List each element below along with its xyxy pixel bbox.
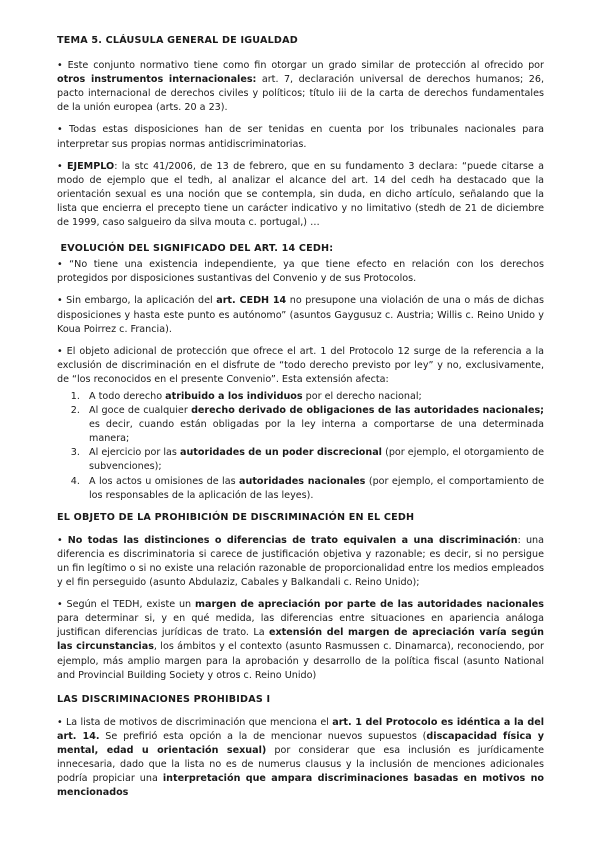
paragraph-lista-motivos (57, 716, 544, 801)
section-title-objeto: EL OBJETO DE LA PROHIBICIÓN DE DISCRIMINACIÓN EN EL CEDH (57, 511, 415, 523)
list-item (83, 390, 544, 404)
text-run: : una diferencia es discriminatoria si carece de justificación objetiva y razonable; es decir, si no persigue un fin legítimo o si no existe una relación razonable de proporcionalidad entre los medios empleados y el fin perseguido (asunto Abdulaziz, Cabales y Balkandali c. Reino Unido); (57, 534, 544, 589)
text-run: (por ejemplo, el otorgamiento de subvenciones); (89, 447, 544, 473)
bold-run: extensión del margen de apreciación varía según las circunstancias (57, 627, 544, 653)
text-run: • Sin embargo, la aplicación del (57, 295, 217, 307)
text-run: por el derecho nacional; (302, 390, 422, 402)
text-run: para determinar si, y en qué medida, las diferencias entre situaciones en apariencia análoga justifican diferencias jurídicas de trato. La (57, 613, 544, 639)
text-run: : la stc 41/2006, de 13 de febrero, que en su fundamento 3 declara: “puede citarse a modo de ejemplo que el tedh, al analizar el alcance del art. 14 del cedh ha destacado que la orientación sexual es una noción que se contempla, sin duda, en dicho artículo, señalando que la lista que encierra el precepto tiene un carácter indicativo y no limitativo (stedh de 21 de diciembre de 1999, caso salgueiro da silva mouta c. portugal,) … (57, 160, 544, 229)
text-run: • (57, 534, 68, 546)
bold-run: autoridades nacionales (239, 475, 366, 487)
bold-run: atribuido a los individuos (165, 390, 303, 402)
list-item (83, 404, 544, 446)
text-run: , los ámbitos y el contexto (asunto Rasmussen c. Dinamarca), reconociendo, por ejemplo, más amplio margen para la aprobación y desarrollo de la política fiscal (asunto National and Provincial Building Society y otros c. Reino Unido) (57, 641, 544, 681)
text-run: por considerar que esa inclusión es jurídicamente innecesaria, dado que la lista no es de numerus clausus y la inclusión de menciones adicionales podría propiciar una (57, 745, 544, 785)
text-run: • Este conjunto normativo tiene como fin otorgar un grado similar de protección al ofrecido por (57, 60, 544, 72)
paragraph-ejemplo (57, 160, 544, 230)
text-run: • (57, 160, 67, 172)
text-run: Se prefirió esta opción a la de mencionar nuevos supuestos ( (99, 730, 427, 742)
paragraph-disposiciones: • Todas estas disposiciones han de ser tenidas en cuenta por los tribunales nacionales para interpretar sus propias normas antidiscriminatorias. (57, 124, 544, 150)
text-run: • La lista de motivos de discriminación que menciona el (57, 716, 333, 728)
section-title-tema5: TEMA 5. CLÁUSULA GENERAL DE IGUALDAD (57, 35, 298, 46)
paragraph-instrumentos (57, 59, 544, 115)
bold-run: autoridades de un poder discrecional (179, 447, 382, 459)
bold-run: art. 1 del Protocolo es idéntica a la del art. 14. (57, 716, 545, 742)
bold-run: EJEMPLO (67, 160, 115, 172)
bold-run: margen de apreciación por parte de las autoridades nacionales (194, 599, 544, 611)
text-run: art. 7, declaración universal de derechos humanos; 26, pacto internacional de derechos civiles y políticos; título iii de la carta de derechos fundamentales de la unión europea (arts. 20 a 23). (57, 74, 544, 114)
text-run: Al ejercicio por las (89, 447, 180, 459)
bold-run: derecho derivado de obligaciones de las autoridades nacionales; (191, 405, 544, 417)
extension-list (57, 390, 544, 503)
paragraph-distinciones (57, 534, 544, 590)
text-run: • Según el TEDH, existe un (57, 599, 195, 611)
paragraph-margen (57, 598, 544, 683)
text-run: no presupone una violación de una o más de dichas disposiciones y hasta este punto es autónomo” (asuntos Gaygusuz c. Austria; Willis c. Reino Unido y Koua Poirrez c. Francia). (57, 295, 545, 335)
paragraph-protocolo12: • El objeto adicional de protección que ofrece el art. 1 del Protocolo 12 surge de la referencia a la exclusión de discriminación en el disfrute de “todo derecho previsto por ley” y no, exclusivamente, de “los reconocidos en el presente Convenio”. Esta extensión afecta: (57, 345, 544, 385)
section-title-discriminaciones: LAS DISCRIMINACIONES PROHIBIDAS I (57, 693, 271, 705)
bold-run: otros instrumentos internacionales: (57, 74, 257, 86)
text-run: Al goce de cualquier (89, 405, 192, 417)
paragraph-aplicacion (57, 294, 544, 336)
text-run: (por ejemplo, el comportamiento de los responsables de la aplicación de las leyes). (89, 475, 544, 501)
text-run: es decir, cuando están obligadas por la ley interna a comportarse de una determinada manera; (89, 419, 544, 445)
bold-run: discapacidad física y mental, edad u orientación sexual) (57, 730, 545, 757)
list-item (83, 446, 544, 474)
bold-run: interpretación que ampara discriminaciones basadas en motivos no mencionados (57, 773, 544, 799)
section-title-evolucion: EVOLUCIÓN DEL SIGNIFICADO DEL ART. 14 CEDH: (57, 243, 334, 255)
text-run: A todo derecho (89, 390, 166, 402)
bold-run: No todas las distinciones o diferencias de trato equivalen a una discriminación (67, 534, 518, 546)
bold-run: art. CEDH 14 (216, 295, 287, 307)
text-run: A los actos u omisiones de las (89, 475, 240, 487)
list-item (83, 475, 544, 503)
paragraph-existencia: • “No tiene una existencia independiente, ya que tiene efecto en relación con los derechos protegidos por disposiciones sustantivas del Convenio y de sus Protocolos. (57, 259, 544, 285)
